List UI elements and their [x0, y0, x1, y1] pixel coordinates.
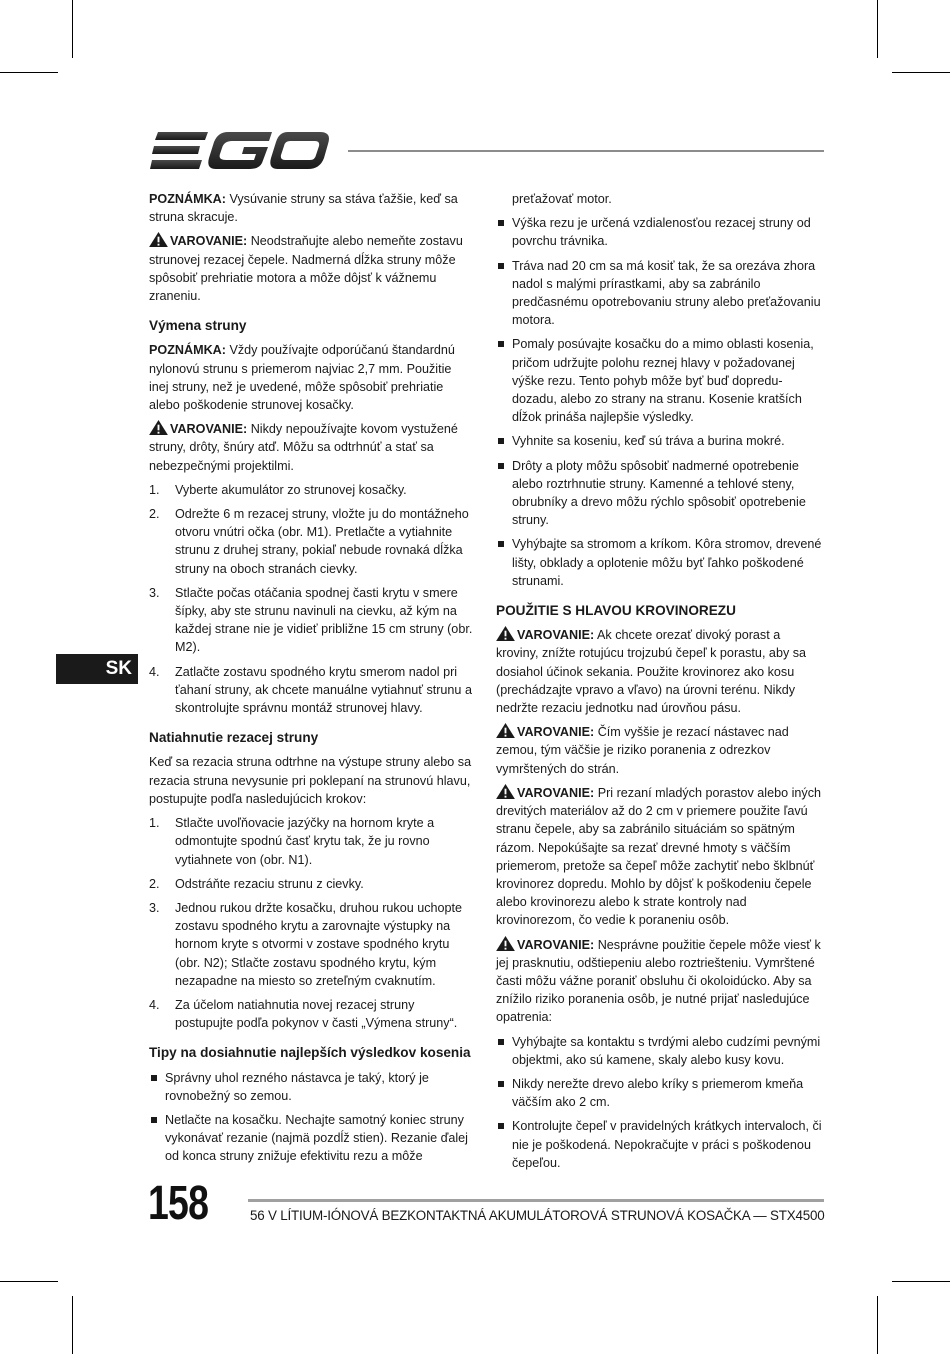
- warning-paragraph: [496, 723, 822, 778]
- section-heading: Výmena struny: [149, 318, 247, 334]
- crop-mark: [892, 1281, 950, 1282]
- list-item: [149, 814, 474, 869]
- note-paragraph: [149, 190, 474, 226]
- warning-text: Nikdy nepoužívajte kovom vystužené struny, drôty, šnúry atď. Môžu sa odtrhnúť a stať sa nebezpečnými projektilmi.: [149, 422, 458, 473]
- list-item: [149, 663, 474, 718]
- list-item: [149, 1069, 474, 1105]
- list-item: [496, 1033, 822, 1069]
- footer-title: 56 V LÍTIUM-IÓNOVÁ BEZKONTAKTNÁ AKUMULÁTOROVÁ STRUNOVÁ KOSAČKA — STX4500: [250, 1208, 825, 1223]
- bullet-list: [496, 214, 822, 590]
- bullet-square-icon: [498, 1123, 504, 1129]
- crop-mark: [0, 1281, 58, 1282]
- list-item: [149, 996, 474, 1032]
- step-number: 4.: [149, 997, 160, 1012]
- bullet-text: Kontrolujte čepeľ v pravidelných krátkych intervaloch, či nie je poškodená. Nepokračujte v práci s poškodenou čepeľou.: [512, 1119, 822, 1170]
- warning-icon: [496, 784, 515, 799]
- step-text: Zatlačte zostavu spodného krytu smerom nadol pri ťahaní struny, ak chcete manuálne vytiahnuť strunu a skontrolujte správnu montáž strunovej hlavy.: [175, 664, 472, 716]
- bullet-square-icon: [498, 341, 504, 347]
- crop-mark: [72, 1296, 73, 1354]
- step-text: Jednou rukou držte kosačku, druhou rukou uchopte zostavu spodného krytu a zarovnajte výstupky na hornom kryte s otvormi v zostave spodného krytu (obr. N2); Stlačte zostavu spodného krytu, kým nezapadne na miesto so zreteľným cvaknutím.: [175, 900, 463, 988]
- bullet-square-icon: [498, 541, 504, 547]
- note-label: POZNÁMKA:: [149, 343, 226, 358]
- bullet-square-icon: [498, 263, 504, 269]
- warning-label: VAROVANIE:: [517, 785, 595, 800]
- bullet-square-icon: [498, 1039, 504, 1045]
- left-column: [149, 190, 474, 1172]
- page-number: 158: [148, 1177, 209, 1230]
- bullet-list: [496, 1033, 822, 1172]
- list-item: [149, 899, 474, 990]
- language-tab: SK: [56, 654, 138, 684]
- crop-mark: [72, 0, 73, 58]
- bullet-square-icon: [498, 463, 504, 469]
- list-item: [149, 584, 474, 657]
- list-item: [496, 535, 822, 590]
- step-number: 1.: [149, 482, 160, 497]
- crop-mark: [0, 72, 58, 73]
- crop-mark: [877, 1296, 878, 1354]
- step-list: [149, 481, 474, 717]
- step-number: 4.: [149, 664, 160, 679]
- section-heading: POUŽITIE S HLAVOU KROVINOREZU: [496, 603, 736, 619]
- body-paragraph: Keď sa rezacia struna odtrhne na výstupe struny alebo sa rezacia struna nevysunie pri poklepaní na strunovú hlavu, postupujte podľa nasledujúcich krokov:: [149, 755, 472, 806]
- section-heading: Natiahnutie rezacej struny: [149, 730, 319, 746]
- bullet-text: Nikdy nerežte drevo alebo kríky s priemerom kmeňa väčším ako 2 cm.: [512, 1076, 804, 1110]
- right-column: [496, 190, 822, 1178]
- warning-text: Neodstraňujte alebo nemeňte zostavu strunovej rezacej čepele. Nadmerná dĺžka struny môže spôsobiť prehriatie motora a môže dôjsť k vážnemu zraneniu.: [149, 234, 463, 304]
- list-item: [149, 481, 474, 499]
- warning-text: Pri rezaní mladých porastov alebo iných drevitých materiálov až do 2 cm v priemere použite ľavú stranu čepele, aby sa zabránilo situáciám so spätným rázom. Nepokúšajte sa rezať drevné hmoty s väčším priemerom, pretože sa čepeľ môže zachytiť nebo šklbnúť krovinorez dopredu. Mohlo by dôjsť k poškodeniu čepele alebo krovinorezu alebo k strate kontroly nad krovinorezom, čo vedie k poraneniu osôb.: [496, 785, 822, 928]
- step-text: Stlačte počas otáčania spodnej časti krytu v smere šípky, aby ste strunu navinuli na cievku, až kým na každej strane nie je vidieť približne 15 cm struny (obr. M2).: [175, 585, 473, 655]
- step-number: 2.: [149, 507, 160, 522]
- warning-label: VAROVANIE:: [170, 234, 248, 249]
- step-number: 3.: [149, 585, 160, 600]
- warning-label: VAROVANIE:: [170, 422, 248, 437]
- warning-icon: [149, 232, 168, 247]
- step-number: 3.: [149, 900, 160, 915]
- bullet-square-icon: [498, 220, 504, 226]
- step-text: Odstráňte rezaciu strunu z cievky.: [175, 876, 364, 891]
- warning-paragraph: [149, 232, 474, 305]
- list-item: [149, 1111, 474, 1166]
- warning-icon: [496, 936, 515, 951]
- bullet-text: Vyhýbajte sa stromom a kríkom. Kôra stromov, drevené lišty, obklady a oplotenie môžu byť ľahko poškodené strunami.: [512, 537, 822, 588]
- note-paragraph: [149, 341, 474, 414]
- list-item: [149, 505, 474, 578]
- note-text: Vysúvanie struny sa stáva ťažšie, keď sa struna skracuje.: [149, 192, 458, 225]
- warning-icon: [149, 420, 168, 435]
- bullet-text: Pomaly posúvajte kosačku do a mimo oblasti kosenia, pričom udržujte polohu reznej hlavy v požadovanej výške rezu. Tento pohyb môže byť buď dopredu-dozadu, alebo zo strany na stranu. Kosenie kratších dĺžok prináša najlepšie výsledky.: [512, 337, 814, 425]
- bullet-text: Tráva nad 20 cm sa má kosiť tak, že sa orezáva zhora nadol s malými prírastkami, aby sa zabránilo predčasnému opotrebovaniu struny alebo preťažovaniu motora.: [512, 258, 821, 328]
- crop-mark: [877, 0, 878, 58]
- note-label: POZNÁMKA:: [149, 192, 226, 206]
- step-text: Odrežte 6 m rezacej struny, vložte ju do montážneho otvoru vnútri očka (obr. M1). Pretlačte a vytiahnite strunu z druhej strany, pokiaľ nebude rovnaká dĺžka struny na oboch stranách cievky.: [175, 507, 469, 576]
- step-text: Za účelom natiahnutia novej rezacej struny postupujte podľa pokynov v časti „Výmena struny“.: [175, 997, 458, 1031]
- step-number: 1.: [149, 816, 160, 831]
- bullet-list: [149, 1069, 474, 1166]
- crop-mark: [892, 72, 950, 73]
- list-item: [496, 257, 822, 330]
- header-rule: [348, 150, 824, 152]
- section-heading: Tipy na dosiahnutie najlepších výsledkov kosenia: [149, 1045, 471, 1061]
- bullet-text: Netlačte na kosačku. Nechajte samotný koniec struny vykonávať rezanie (najmä pozdĺž stien). Rezanie ďalej od konca struny znižuje efektivitu rezu a môže: [165, 1112, 468, 1164]
- list-item: [149, 875, 474, 893]
- warning-text: Čím vyššie je rezací nástavec nad zemou, tým väčšie je riziko poranenia z odrezkov vymrštených do strán.: [496, 725, 789, 776]
- warning-paragraph: [496, 936, 822, 1027]
- footer-rule: [248, 1199, 824, 1202]
- list-item: [496, 1075, 822, 1111]
- step-list: [149, 814, 474, 1032]
- list-item: [496, 214, 822, 250]
- warning-icon: [496, 626, 515, 641]
- warning-label: VAROVANIE:: [517, 628, 595, 643]
- list-item: [496, 335, 822, 426]
- bullet-square-icon: [151, 1117, 157, 1123]
- bullet-text: Drôty a ploty môžu spôsobiť nadmerné opotrebenie alebo roztrhnutie struny. Kamenné a tehlové steny, obrubníky a drevo môžu rýchlo spôsobiť opotrebenie struny.: [512, 458, 806, 528]
- bullet-text: Vyhnite sa koseniu, keď sú tráva a burina mokré.: [512, 434, 785, 449]
- bullet-square-icon: [498, 1081, 504, 1087]
- step-text: Vyberte akumulátor zo strunovej kosačky.: [175, 482, 407, 497]
- list-item: [496, 457, 822, 530]
- note-text: Vždy používajte odporúčanú štandardnú nylonovú strunu s priemerom najviac 2,7 mm. Použitie inej struny, než je uvedené, môže spôsobiť prehriatie alebo poškodenie strunovej kosačky.: [149, 343, 455, 413]
- warning-paragraph: [496, 626, 822, 717]
- warning-label: VAROVANIE:: [517, 937, 595, 952]
- warning-paragraph: [149, 420, 474, 475]
- warning-text: Ak chcete orezať divoký porast a kroviny, znížte rotujúcu trojzubú čepeľ k porastu, aby sa dosiahol účinok sekania. Použite krovinorez ako kosu (prechádzajte vpravo a vľavo) na úrovni terénu. Nikdy nedržte rezaciu jednotku nad úrovňou pásu.: [496, 628, 807, 716]
- ego-logo: [150, 130, 330, 172]
- list-item: [496, 1117, 822, 1172]
- bullet-text: Vyhýbajte sa kontaktu s tvrdými alebo cudzími pevnými objektmi, ako sú kamene, skaly alebo kusy kovu.: [512, 1034, 821, 1067]
- continued-text: preťažovať motor.: [512, 192, 612, 206]
- list-item: [496, 432, 822, 450]
- step-number: 2.: [149, 876, 160, 891]
- warning-label: VAROVANIE:: [517, 725, 595, 740]
- warning-paragraph: [496, 784, 822, 930]
- warning-text: Nesprávne použitie čepele môže viesť k jej prasknutiu, odštiepeniu alebo roztriešteniu. Vymrštené časti môžu vážne poraniť obsluhu či okoloidúcko. Aby sa znížilo riziko poranenia osôb, je nutné prijať nasledujúce opatrenia:: [496, 937, 821, 1025]
- bullet-text: Správny uhol rezného nástavca je taký, ktorý je rovnobežný so zemou.: [165, 1070, 429, 1103]
- step-text: Stlačte uvoľňovacie jazýčky na hornom kryte a odmontujte spodnú časť krytu tak, že ju rovno vytiahnete von (obr. N1).: [175, 816, 435, 867]
- warning-icon: [496, 723, 515, 738]
- bullet-text: Výška rezu je určená vzdialenosťou rezacej struny od povrchu trávnika.: [512, 216, 811, 249]
- bullet-square-icon: [151, 1075, 157, 1081]
- bullet-square-icon: [498, 438, 504, 444]
